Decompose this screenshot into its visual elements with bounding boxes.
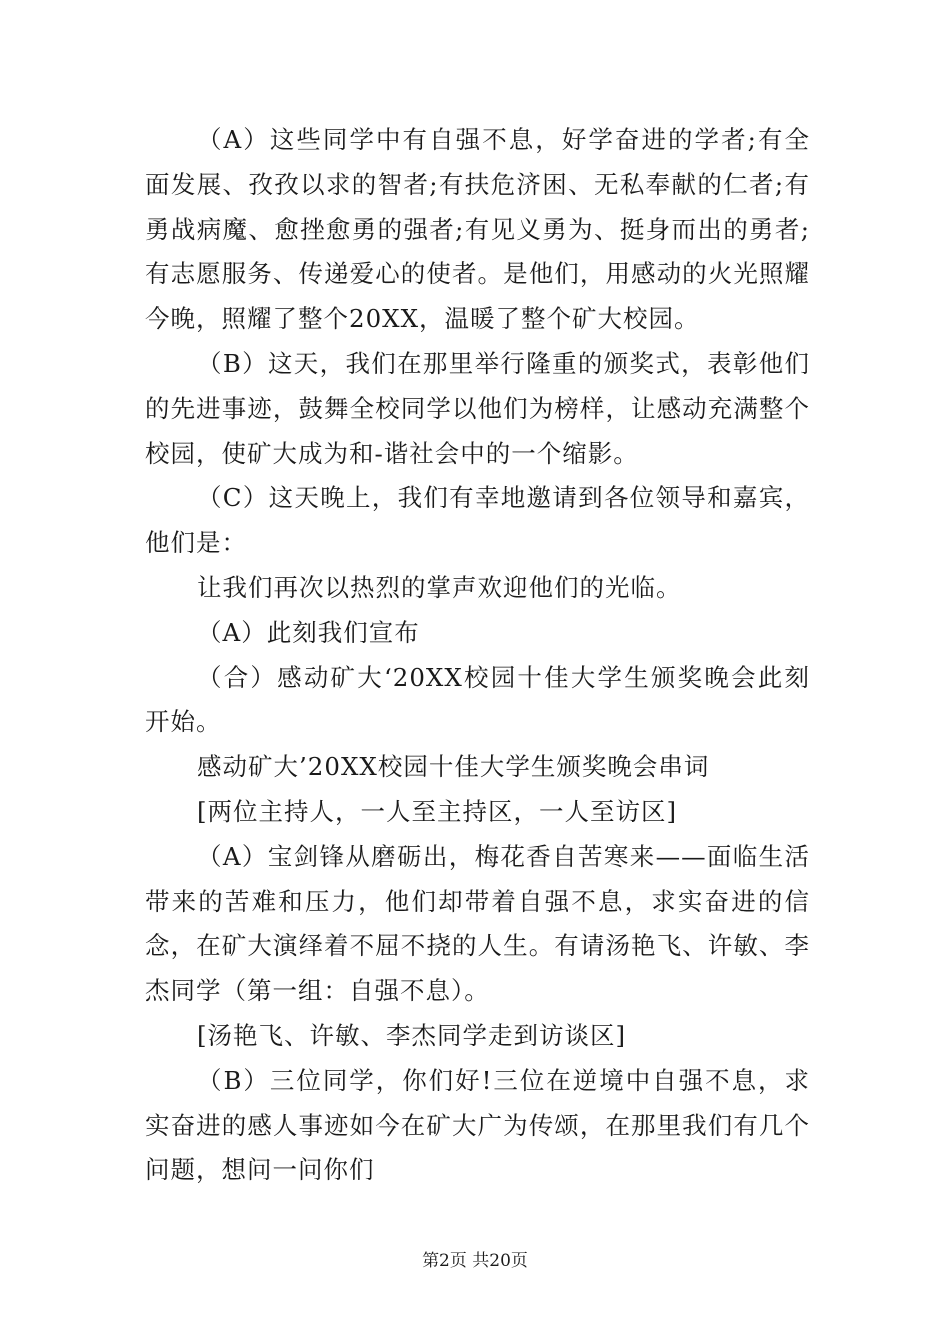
paragraph: （A）此刻我们宣布 — [197, 617, 420, 647]
paragraph: [两位主持人，一人至主持区，一人至访区] — [197, 796, 678, 826]
paragraph: 感动矿大’20XX校园十佳大学生颁奖晚会串词 — [197, 752, 710, 782]
paragraph: （合）感动矿大‘20XX校园十佳大学生颁奖晚会此刻开始。 — [145, 662, 810, 737]
paragraph: （B）三位同学，你们好!三位在逆境中自强不息，求实奋进的感人事迹如今在矿大广为传颂，在那里我们有几个问题，想问一问你们 — [145, 1065, 810, 1185]
paragraph: （A）这些同学中有自强不息，好学奋进的学者;有全面发展、孜孜以求的智者;有扶危济困、无私奉献的仁者;有勇战病魔、愈挫愈勇的强者;有见义勇为、挺身而出的勇者;有志愿服务、传递爱心的使者。是他们，用感动的火光照耀今晚，照耀了整个20XX，温暖了整个矿大校园。 — [145, 125, 810, 334]
paragraph: （C）这天晚上，我们有幸地邀请到各位领导和嘉宾，他们是： — [145, 483, 810, 558]
paragraph: 让我们再次以热烈的掌声欢迎他们的光临。 — [197, 572, 682, 602]
document-body — [145, 118, 810, 1193]
paragraph: [汤艳飞、许敏、李杰同学走到访谈区] — [197, 1020, 627, 1050]
page-number-footer: 第2页 共20页 — [422, 1251, 528, 1271]
paragraph: （B）这天，我们在那里举行隆重的颁奖式，表彰他们的先进事迹，鼓舞全校同学以他们为榜样，让感动充满整个校园，使矿大成为和-谐社会中的一个缩影。 — [145, 348, 810, 468]
paragraph: （A）宝剑锋从磨砺出，梅花香自苦寒来——面临生活带来的苦难和压力，他们却带着自强不息，求实奋进的信念，在矿大演绎着不屈不挠的人生。有请汤艳飞、许敏、李杰同学（第一组：自强不息）。 — [145, 841, 810, 1006]
